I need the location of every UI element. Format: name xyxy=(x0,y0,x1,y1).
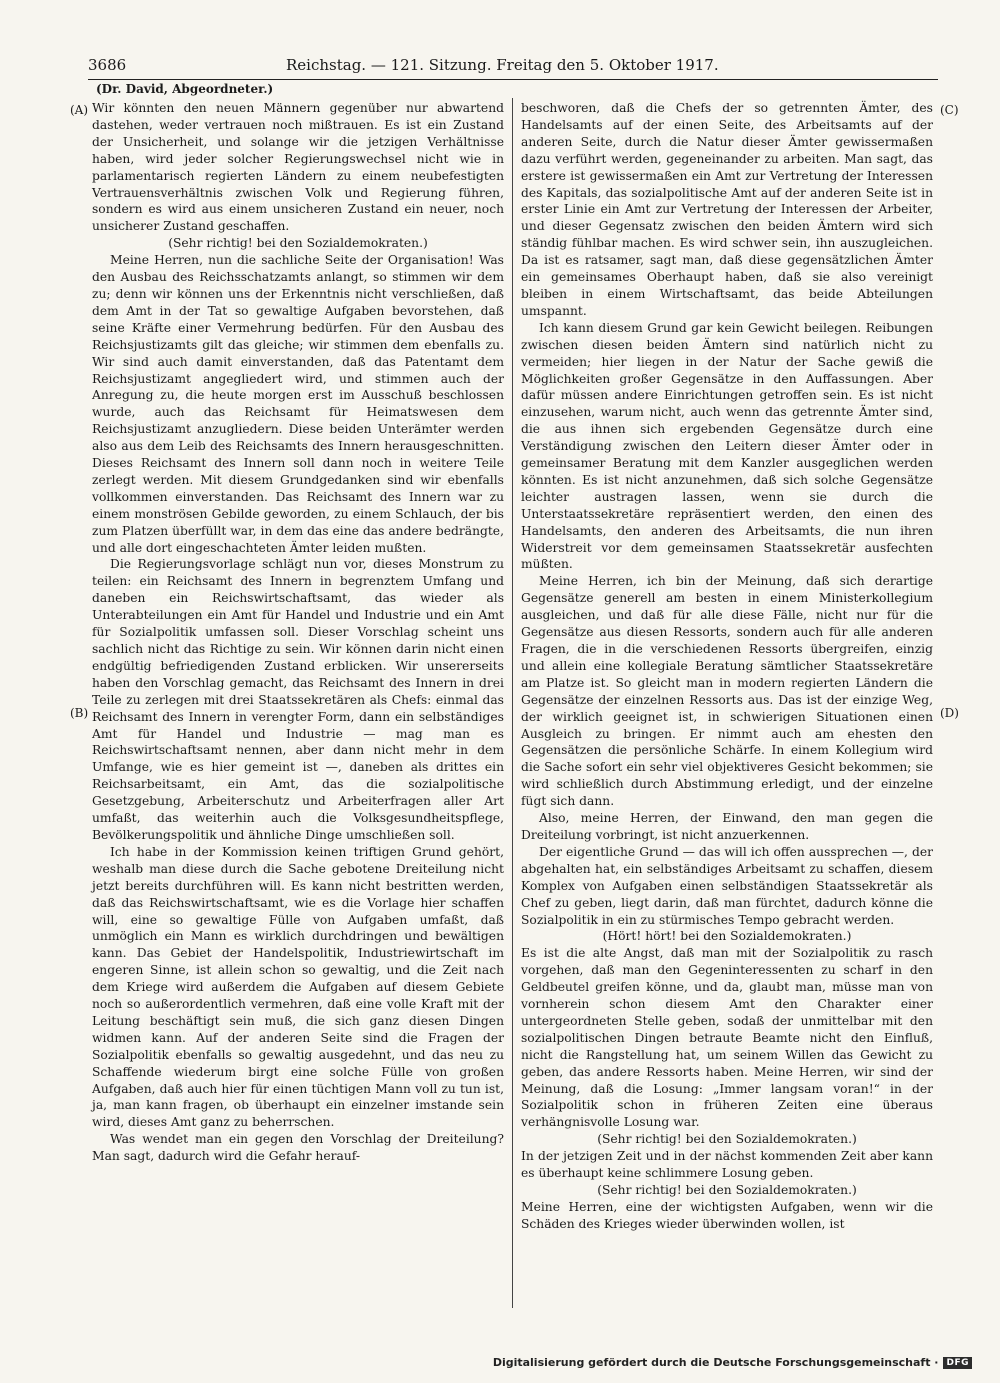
left-column xyxy=(92,100,504,1165)
paragraph: Was wendet man ein gegen den Vorschlag der Dreiteilung? Man sagt, dadurch wird die Gefahr herauf- xyxy=(92,1132,504,1164)
paragraph: In der jetzigen Zeit und in der nächst kommenden Zeit aber kann es überhaupt keine schlimmere Losung geben. xyxy=(521,1149,933,1181)
paragraph: Wir könnten den neuen Männern gegenüber nur abwartend dastehen, weder vertrauen noch mißtrauen. Es ist ein Zustand der Unsicherheit, und solange wir die jetzigen Verhältnisse haben, wird jeder solcher Regierungswechsel nicht wie in parlamentarisch regierten Ländern zu einem neubefestigten Vertrauensverhältnis zwischen Volk und Regierung führen, sondern es wird aus einem unsicheren Zustand ein neuer, noch unsicherer Zustand geschaffen. xyxy=(92,101,504,234)
margin-marker-d: (D) xyxy=(940,706,959,720)
paragraph: Ich habe in der Kommission keinen triftigen Grund gehört, weshalb man diese durch die Sache gebotene Dreiteilung nicht jetzt bereits durchführen will. Es kann nicht bestritten werden, daß das Reichswirtschaftsamt, wie es die Vorlage hier schaffen will, eine so gewaltige Fülle von Aufgaben umfaßt, daß unmöglich ein Mann es wirklich durchdringen und bewältigen kann. Das Gebiet der Handelspolitik, Industriewirtschaft im engeren Sinne, ist allein schon so gewaltig, und die Zeit nach dem Kriege wird außerdem die Aufgaben auf diesem Gebiete noch so außerordentlich vermehren, daß eine volle Kraft mit der Leitung beschäftigt sein muß, die sich ganz diesen Dingen widmen kann. Auf der anderen Seite sind die Fragen der Sozialpolitik ebenfalls so gewaltig ausgedehnt, und das neu zu Schaffende wiederum birgt eine solche Fülle von großen Aufgaben, daß auch hier für einen tüchtigen Mann voll zu tun ist, ja, man kann fragen, ob überhaupt ein einzelner imstande sein wird, dieses Amt ganz zu beherrschen. xyxy=(92,844,504,1130)
paragraph: Die Regierungsvorlage schlägt nun vor, dieses Monstrum zu teilen: ein Reichsamt des Innern in begrenztem Umfang und daneben ein Reichswirtschaftsamt, das wieder als Unterabteilungen ein Amt für Handel und Industrie und ein Amt für Sozialpolitik umfassen soll. Dieser Vorschlag scheint uns sachlich nicht das Richtige zu sein. Wir können darin nicht einen endgültig befriedigenden Zustand erblicken. Wir unsererseits haben den Vorschlag gemacht, das Reichsamt des Innern in drei Teile zu zerlegen mit drei Staatssekretären als Chefs: einmal das Reichsamt des Innern in verengter Form, dann ein selbständiges Amt für Handel und Industrie — mag man es Reichswirtschaftsamt nennen, aber dann nicht mehr in dem Umfange, wie es hier gemeint ist —, daneben als drittes ein Reichsarbeitsamt, ein Amt, das die sozialpolitische Gesetzgebung, Arbeiterschutz und Arbeiterfragen aller Art umfaßt, das weiterhin auch die Volksgesundheitspflege, Bevölkerungspolitik und ähnliche Dinge umschließen soll. xyxy=(92,557,504,842)
margin-marker-c: (C) xyxy=(940,103,959,117)
paragraph: Meine Herren, ich bin der Meinung, daß sich derartige Gegensätze generell am besten in einem Ministerkollegium ausgleichen, und daß für alle diese Fälle, nicht nur für die Gegensätze aus diesen Ressorts, sondern auch für alle anderen Fragen, die in die verschiedenen Ressorts übergreifen, einzig und allein eine kollegiale Beratung sämtlicher Staatssekretäre am Platze ist. So gleicht man in modern regierten Ländern die Gegensätze der einzelnen Ressorts aus. Das ist der einzige Weg, der wirklich geeignet ist, in schwierigen Situationen einen Ausgleich zu bringen. Er nimmt auch am ehesten den Gegensätzen die persönliche Schärfe. In einem Kollegium wird die Sache sofort ein sehr viel objektiveres Gesicht bekommen; sie wird schließlich durch Abstimmung erledigt, und der einzelne fügt sich dann. xyxy=(521,574,933,809)
right-column xyxy=(521,100,933,1233)
paragraph: Meine Herren, nun die sachliche Seite der Organisation! Was den Ausbau des Reichsschatzamts anlangt, so stimmen wir dem zu; denn wir können uns der Erkenntnis nicht verschließen, daß dem Amt in der Tat so gewaltige Aufgaben bevorstehen, daß seine Kräfte einer Vermehrung bedürfen. Für den Ausbau des Reichsjustizamts gilt das gleiche; wir stimmen dem ebenfalls zu. Wir sind auch damit einverstanden, daß das Patentamt dem Reichsjustizamt angegliedert wird, und stimmen auch der Anregung zu, die heute morgen erst im Ausschuß beschlossen wurde, auch das Reichsamt für Heimatswesen dem Reichsjustizamt anzugliedern. Diese beiden Unterämter werden also aus dem Leib des Reichsamts des Innern herausgeschnitten. Dieses Reichsamt des Innern soll dann noch in weitere Teile zerlegt werden. Mit diesem Grundgedanken sind wir ebenfalls vollkommen einverstanden. Das Reichsamt des Innern war zu einem monströsen Gebilde geworden, zu einem Schlauch, der bis zum Platzen überfüllt war, in dem das eine das andere bedrängte, und alle dort eingeschachteten Ämter leiden mußten. xyxy=(92,253,504,555)
page-header xyxy=(88,56,936,78)
column-divider xyxy=(512,98,513,1308)
margin-marker-a: (A) xyxy=(70,103,89,117)
footer-credit xyxy=(493,1356,972,1369)
page-title: Reichstag. — 121. Sitzung. Freitag den 5. Oktober 1917. xyxy=(286,56,719,74)
interjection: (Sehr richtig! bei den Sozialdemokraten.) xyxy=(597,1132,857,1147)
paragraph: Ich kann diesem Grund gar kein Gewicht beilegen. Reibungen zwischen diesen beiden Ämtern sind natürlich nicht zu vermeiden; hier liegen in der Natur der Sache gewiß die Möglichkeiten großer Gegensätze in den Auffassungen. Aber dafür müssen andere Einrichtungen getroffen sein. Es ist nicht einzusehen, warum nicht, auch wenn das getrennte Ämter sind, die aus ihnen sich ergebenden Gegensätze durch eine Verständigung zwischen den Leitern dieser Ämter oder in gemeinsamer Beratung mit dem Kanzler ausgeglichen werden könnten. Es ist nicht anzunehmen, daß sich solche Gegensätze leichter austragen lassen, wenn sie durch die Unterstaatssekretäre repräsentiert werden, den einen des Handelsamts, den anderen des Arbeitsamts, die nun ihren Widerstreit vor dem gemeinsamen Staatssekretär ausfechten müßten. xyxy=(521,320,933,572)
paragraph: Meine Herren, eine der wichtigsten Aufgaben, wenn wir die Schäden des Krieges wieder überwinden wollen, ist xyxy=(521,1199,933,1231)
dfg-logo: DFG xyxy=(943,1357,972,1369)
paragraph: Also, meine Herren, der Einwand, den man gegen die Dreiteilung vorbringt, ist nicht anzuerkennen. xyxy=(521,811,933,842)
page-number: 3686 xyxy=(88,56,127,74)
paragraph: beschworen, daß die Chefs der so getrennten Ämter, des Handelsamts auf der einen Seite, des Arbeitsamts auf der anderen Seite, durch die Natur dieser Ämter gewissermaßen dazu verführt werden, gegeneinander zu arbeiten. Man sagt, das erstere ist gewissermaßen ein Amt zur Vertretung der Interessen des Kapitals, das sozialpolitische Amt auf der anderen Seite ist in erster Linie ein Amt zur Vertretung der Interessen der Arbeiter, und dieser Gegensatz zwischen den beiden Ämtern wird sich ständig fühlbar machen. Es wird schwer sein, ihn auszugleichen. Da ist es ratsamer, sagt man, daß diese gegensätzlichen Ämter ein gemeinsames Oberhaupt haben, daß sie also vereinigt bleiben in einem Wirtschaftsamt, das beide Abteilungen umspannt. xyxy=(521,101,933,318)
interjection: (Hört! hört! bei den Sozialdemokraten.) xyxy=(602,929,852,944)
paragraph: Der eigentliche Grund — das will ich offen aussprechen —, der abgehalten hat, ein selbständiges Arbeitsamt zu schaffen, diesem Komplex von Aufgaben einen selbständigen Staatssekretär als Chef zu geben, liegt darin, daß man fürchtet, dadurch könne die Sozialpolitik in ein zu stürmisches Tempo gebracht werden. xyxy=(521,844,933,927)
paragraph: Es ist die alte Angst, daß man mit der Sozialpolitik zu rasch vorgehen, daß man den Gegeninteressenten zu scharf in den Geldbeutel greifen könne, und da, glaubt man, müsse man von vornherein schon diesem Amt den Charakter einer untergeordneten Stelle geben, sodaß der unmittelbar mit den sozialpolitischen Dingen betraute Beamte nicht den Einfluß, nicht die Rangstellung hat, um seinem Willen das Gewicht zu geben, das andere Ressorts haben. Meine Herren, wir sind der Meinung, daß die Losung: „Immer langsam voran!“ in der Sozialpolitik schon in früheren Zeiten eine überaus verhängnisvolle Losung war. xyxy=(521,946,933,1130)
interjection: (Sehr richtig! bei den Sozialdemokraten.) xyxy=(597,1183,857,1197)
speaker-label: (Dr. David, Abgeordneter.) xyxy=(96,82,274,96)
footer-text: Digitalisierung gefördert durch die Deutsche Forschungsgemeinschaft · xyxy=(492,1356,939,1369)
header-rule xyxy=(88,79,938,80)
margin-marker-b: (B) xyxy=(70,706,89,720)
interjection: (Sehr richtig! bei den Sozialdemokraten.) xyxy=(168,236,428,251)
